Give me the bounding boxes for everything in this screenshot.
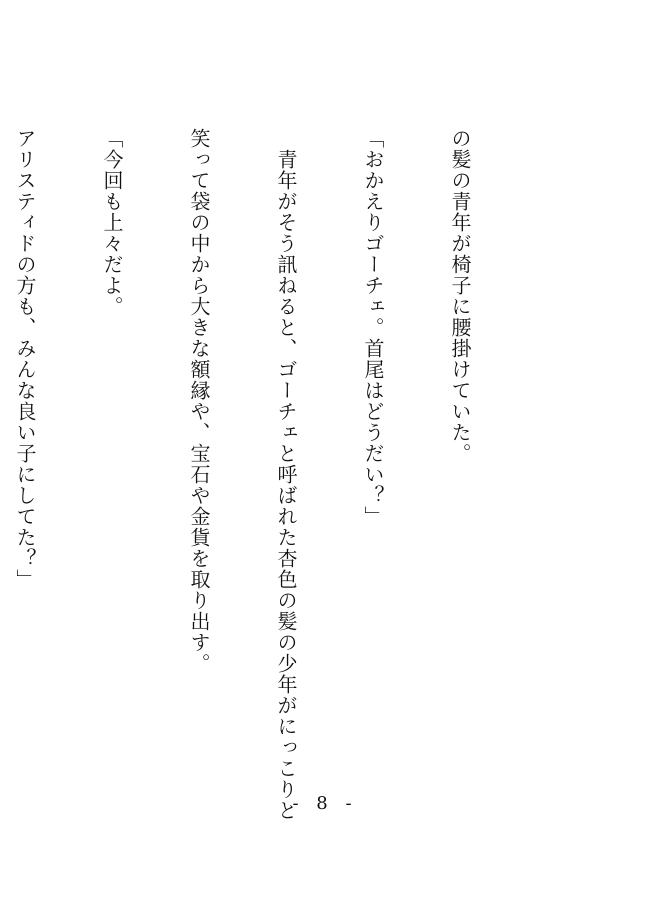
text-line: 「今回も上々だよ。 — [100, 128, 124, 317]
vertical-text-body — [13, 128, 532, 821]
text-line: 笑って袋の中から大きな額縁や、宝石や金貨を取り出す。 — [187, 128, 211, 674]
text-line: 青年がそう訊ねると、ゴーチェと呼ばれた杏色の髪の少年がにっこりと — [274, 128, 298, 821]
page-number: - 8 - — [292, 793, 358, 814]
text-line: アリスティドの方も、みんな良い子にしてた？」 — [13, 128, 37, 590]
text-line: 「おかえりゴーチェ。首尾はどうだい？」 — [361, 128, 385, 527]
text-line: の髪の青年が椅子に腰掛けていた。 — [448, 128, 472, 464]
